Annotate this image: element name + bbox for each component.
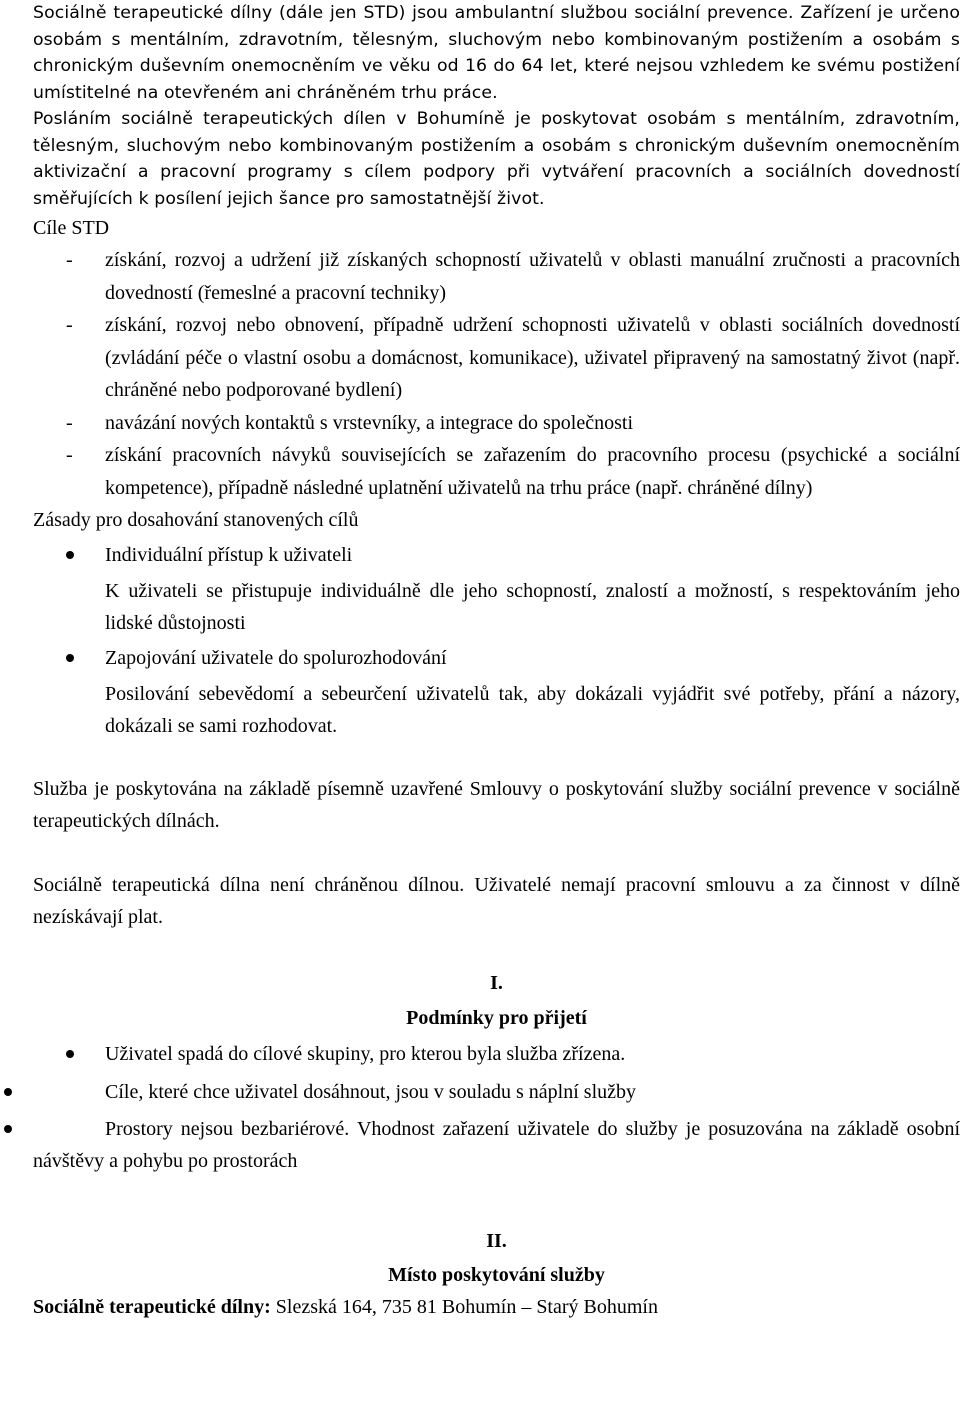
condition-item: Prostory nejsou bezbariérové. Vhodnost zařazení uživatele do služby je posuzována na základě osobní návštěvy a pohybu po prostorách: [33, 1113, 960, 1177]
principle-item: [33, 642, 960, 674]
address-label: Sociálně terapeutické dílny:: [33, 1296, 271, 1318]
section-number: II.: [486, 1230, 507, 1252]
condition-item: Cíle, které chce uživatel dosáhnout, jsou v souladu s náplní služby: [33, 1076, 960, 1108]
address-value: Slezská 164, 735 81 Bohumín – Starý Bohumín: [270, 1296, 658, 1318]
bullet-icon: [4, 1125, 12, 1133]
contract-paragraph: Služba je poskytována na základě písemně uzavřené Smlouvy o poskytování služby sociální prevence v sociálně terapeutických dílnách.: [33, 778, 960, 832]
principle-item: [33, 539, 960, 571]
workshop-paragraph: Sociálně terapeutická dílna není chráněnou dílnou. Uživatelé nemají pracovní smlouvu a za činnost v dílně nezískávají plat.: [33, 874, 960, 928]
principle-title: Individuální přístup k uživateli: [105, 544, 353, 566]
bullet-icon: [66, 1050, 74, 1058]
bullet-icon: [4, 1088, 12, 1096]
goal-item: - získání, rozvoj a udržení již získaných schopností uživatelů v oblasti manuální zručnosti a pracovních dovedností (řemeslné a pracovní techniky): [66, 249, 960, 304]
bullet-icon: [66, 551, 74, 559]
intro-paragraph-2: Posláním sociálně terapeutických dílen v Bohumíně je poskytovat osobám s mentálním, zdravotním, tělesným, sluchovým nebo kombinovaným postižením a osobám s chronickým duševním onemocněním aktivizační a pracovní programy s cílem podpory při vytváření pracovních a sociálních dovedností směřujících k posílení jejich šance pro samostatnější život.: [33, 109, 960, 209]
principles-heading: Zásady pro dosahování stanovených cílů: [33, 509, 359, 531]
condition-item: Uživatel spadá do cílové skupiny, pro kterou byla služba zřízena.: [33, 1038, 960, 1070]
principle-text: Posilování sebevědomí a sebeurčení uživatelů tak, aby dokázali vyjádřit své potřeby, přání a názory, dokázali se sami rozhodovat.: [105, 683, 960, 737]
goals-list: [33, 244, 960, 504]
section-title: Podmínky pro přijetí: [406, 1007, 587, 1029]
section-title: Místo poskytování služby: [388, 1264, 605, 1286]
goal-item: - získání, rozvoj nebo obnovení, případně udržení schopnosti uživatelů v oblasti sociálních dovedností (zvládání péče o vlastní osobu a domácnost, komunikace), uživatel připravený na samostatný život (např. chráněné nebo podporované bydlení): [66, 314, 960, 401]
address-line: [33, 1291, 960, 1323]
goal-item: - navázání nových kontaktů s vrstevníky, a integrace do společnosti: [66, 411, 633, 434]
intro-paragraph-1: Sociálně terapeutické dílny (dále jen STD) jsou ambulantní službou sociální prevence. Zařízení je určeno osobám s mentálním, zdravotním, tělesným, sluchovým nebo kombinovaným postižením a osobám s chronickým duševním onemocněním ve věku od 16 do 64 let, které nejsou vzhledem ke svému postižení umístitelné na otevřeném ani chráněném trhu práce.: [33, 3, 960, 103]
goal-item: - získání pracovních návyků souvisejících se zařazením do pracovního procesu (psychické a sociální kompetence), případně následné uplatnění uživatelů na trhu práce (např. chráněné dílny): [66, 444, 960, 499]
section-number: I.: [490, 972, 503, 994]
bullet-icon: [66, 654, 74, 662]
principle-title: Zapojování uživatele do spolurozhodování: [105, 647, 447, 669]
goals-heading: Cíle STD: [33, 217, 110, 239]
document-page: [33, 0, 960, 1323]
principle-text: K uživateli se přistupuje individuálně dle jeho schopností, znalostí a možností, s respektováním jeho lidské důstojnosti: [105, 580, 960, 634]
